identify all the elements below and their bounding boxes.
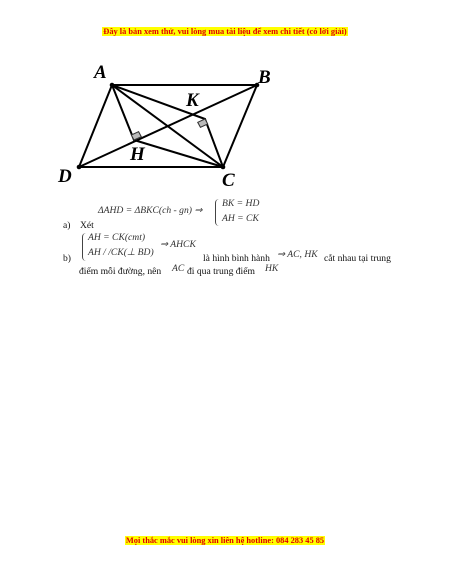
point-c [221, 165, 226, 170]
footer-banner [0, 536, 450, 546]
part-b-math-hk: HK [265, 263, 279, 274]
right-angle-mark-k [198, 119, 208, 127]
label-b: B [258, 67, 271, 88]
part-b-cond-2: AH / /CK(⊥ BD) [88, 247, 154, 258]
part-b-label: b) [63, 253, 71, 264]
point-d [77, 165, 82, 170]
footer-banner-text: Mọi thắc mắc vui lòng xin liên hệ hotline: 084 283 45 85 [125, 536, 325, 545]
point-a [110, 83, 115, 88]
segment-hc [134, 140, 223, 167]
label-a: A [94, 62, 107, 83]
part-a-result-1: BK = HD [222, 198, 260, 209]
geometry-figure [52, 58, 292, 193]
label-k: K [186, 90, 199, 111]
part-a-congruence: ΔAHD = ΔBKC(ch - gn) ⇒ [98, 205, 203, 216]
part-b-implies-2: ⇒ AC, HK [277, 249, 318, 260]
diagonal-bd [79, 85, 257, 167]
label-c: C [222, 170, 235, 191]
part-b-implies: ⇒ AHCK [160, 239, 196, 250]
part-b-cond-1: AH = CK(cmt) [88, 232, 146, 243]
part-b-text-3: điểm mỗi đường, nên [79, 266, 162, 277]
part-b-brace [82, 233, 87, 261]
header-banner-text: Đây là bản xem thử, vui lòng mua tài liệu để xem chi tiết (có lời giải) [103, 27, 347, 36]
part-a-xet: Xét [80, 220, 94, 231]
part-a-label: a) [63, 220, 71, 231]
part-b-text-4: đi qua trung điểm [187, 266, 255, 277]
part-a-brace [215, 199, 220, 226]
part-b-math-ac: AC [172, 263, 185, 274]
header-banner [0, 27, 450, 37]
part-b-text-2: cắt nhau tại trung [324, 253, 391, 264]
label-d: D [58, 166, 72, 187]
part-b-text-1: là hình bình hành [203, 253, 270, 264]
part-a-result-2: AH = CK [222, 213, 259, 224]
label-h: H [130, 144, 145, 165]
